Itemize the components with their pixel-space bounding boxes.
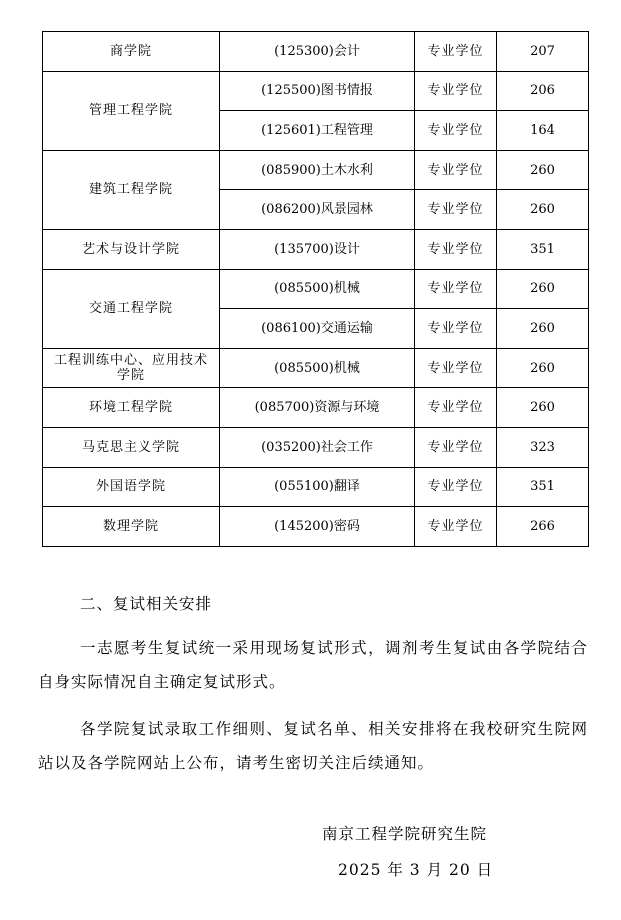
degree-type-cell: 专业学位 [415,229,497,269]
admission-score-table [42,31,589,547]
degree-type-cell: 专业学位 [415,348,497,388]
score-cell: 207 [497,32,589,72]
score-cell: 260 [497,150,589,190]
table-row [43,348,589,388]
degree-type-cell: 专业学位 [415,427,497,467]
score-cell: 164 [497,111,589,151]
document-date: 2025 年 3 月 20 日 [338,861,494,879]
score-cell: 260 [497,190,589,230]
degree-type-cell: 专业学位 [415,507,497,547]
major-cell: (125300)会计 [220,32,415,72]
college-cell: 马克思主义学院 [43,427,220,467]
major-cell: (086200)风景园林 [220,190,415,230]
college-cell: 环境工程学院 [43,388,220,428]
score-cell: 260 [497,269,589,309]
degree-type-cell: 专业学位 [415,190,497,230]
degree-type-cell: 专业学位 [415,269,497,309]
college-cell: 外国语学院 [43,467,220,507]
major-cell: (055100)翻译 [220,467,415,507]
table-row [43,269,589,309]
major-cell: (145200)密码 [220,507,415,547]
table-row [43,32,589,72]
paragraph: 各学院复试录取工作细则、复试名单、相关安排将在我校研究生院网站以及各学院网站上公布，请考生密切关注后续通知。 [38,720,588,772]
paragraph: 一志愿考生复试统一采用现场复试形式，调剂考生复试由各学院结合自身实际情况自主确定复试形式。 [38,639,588,691]
degree-type-cell: 专业学位 [415,32,497,72]
score-cell: 266 [497,507,589,547]
score-cell: 351 [497,229,589,269]
degree-type-cell: 专业学位 [415,111,497,151]
major-cell: (035200)社会工作 [220,427,415,467]
major-cell: (125500)图书情报 [220,71,415,111]
college-cell: 交通工程学院 [43,269,220,348]
degree-type-cell: 专业学位 [415,71,497,111]
table-row [43,150,589,190]
score-cell: 260 [497,309,589,349]
major-cell: (086100)交通运输 [220,309,415,349]
major-cell: (085900)土木水利 [220,150,415,190]
college-cell: 建筑工程学院 [43,150,220,229]
table-row [43,427,589,467]
score-cell: 206 [497,71,589,111]
major-cell: (125601)工程管理 [220,111,415,151]
college-cell: 艺术与设计学院 [43,229,220,269]
table-row [43,467,589,507]
table-row [43,388,589,428]
degree-type-cell: 专业学位 [415,467,497,507]
major-cell: (085500)机械 [220,269,415,309]
degree-type-cell: 专业学位 [415,309,497,349]
signature: 南京工程学院研究生院 [322,825,488,843]
degree-type-cell: 专业学位 [415,388,497,428]
table-row [43,507,589,547]
college-cell: 管理工程学院 [43,71,220,150]
college-cell: 数理学院 [43,507,220,547]
major-cell: (135700)设计 [220,229,415,269]
table-row [43,229,589,269]
table-row [43,71,589,111]
degree-type-cell: 专业学位 [415,150,497,190]
college-cell: 工程训练中心、应用技术学院 [43,348,220,388]
score-cell: 260 [497,348,589,388]
score-cell: 351 [497,467,589,507]
score-cell: 260 [497,388,589,428]
major-cell: (085500)机械 [220,348,415,388]
college-cell: 商学院 [43,32,220,72]
score-cell: 323 [497,427,589,467]
section-heading: 二、复试相关安排 [80,595,213,613]
major-cell: (085700)资源与环境 [220,388,415,428]
